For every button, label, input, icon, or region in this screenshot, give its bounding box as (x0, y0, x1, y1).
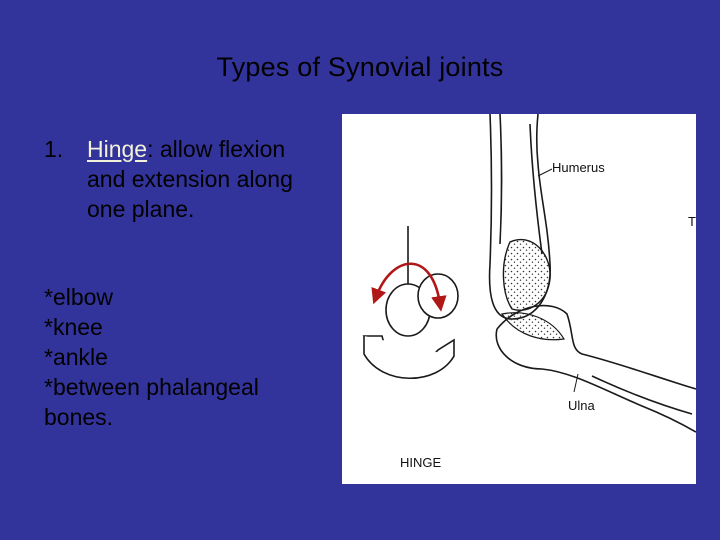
item-number: 1. (44, 136, 64, 162)
ulna-cartilage (502, 313, 564, 340)
slide-title: Types of Synovial joints (216, 52, 504, 82)
hinge-text-line1: : allow flexion (147, 136, 286, 162)
examples-list (44, 282, 259, 432)
hinge-model (364, 226, 458, 378)
hinge-text-line3: one plane. (87, 196, 195, 222)
hinge-text-line2: and extension along (87, 166, 293, 192)
example-knee: *knee (44, 314, 103, 340)
label-humerus: Humerus (552, 160, 605, 175)
hinge-joint-illustration (342, 114, 696, 484)
hinge-term: Hinge (87, 136, 148, 162)
label-ulna: Ulna (568, 398, 595, 413)
hinge-text (87, 134, 347, 224)
illustration-svg (342, 114, 696, 484)
example-phalangeal: *between phalangeal (44, 374, 259, 400)
label-hinge: HINGE (400, 455, 442, 470)
edge-mark: T (688, 214, 696, 229)
example-ankle: *ankle (44, 344, 108, 370)
example-elbow: *elbow (44, 284, 114, 310)
example-bones: bones. (44, 404, 114, 430)
